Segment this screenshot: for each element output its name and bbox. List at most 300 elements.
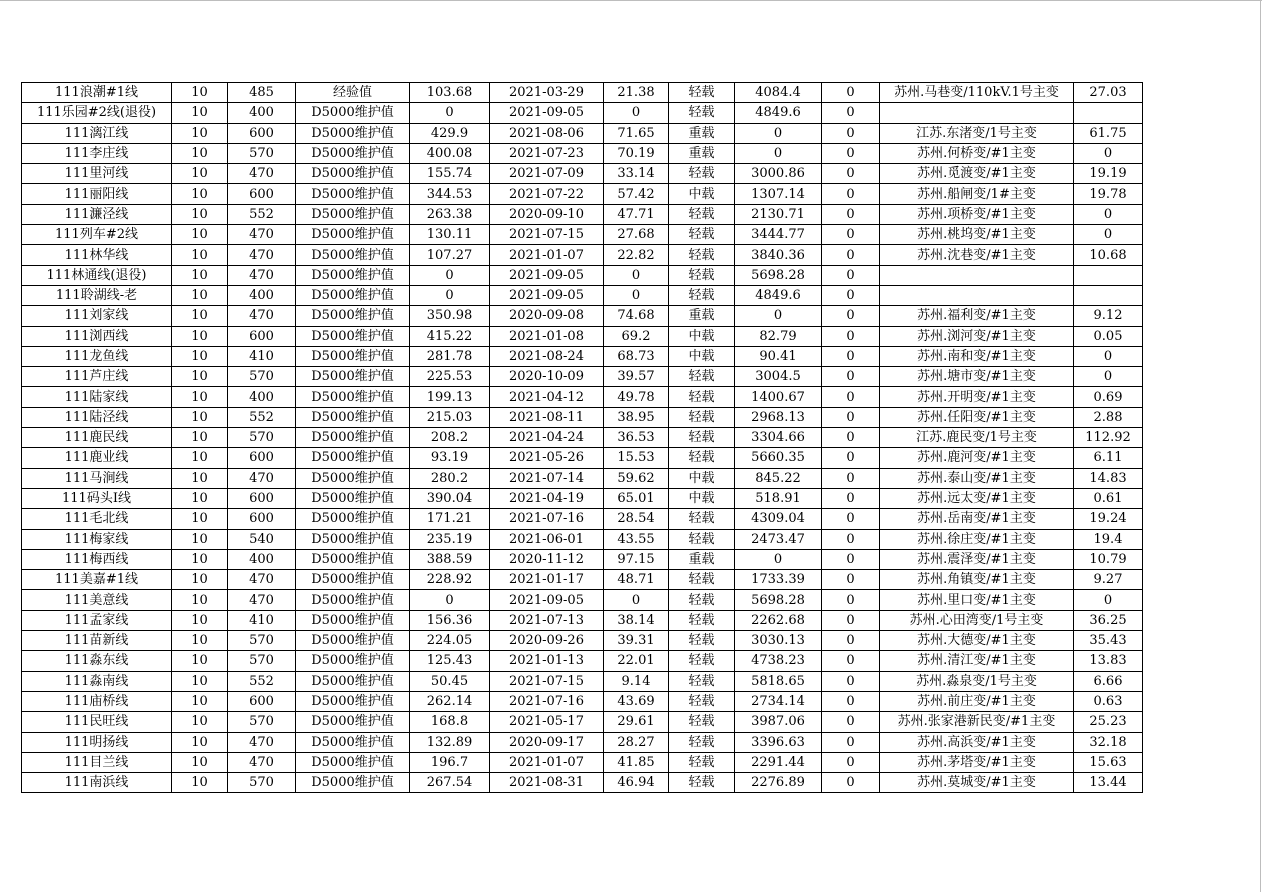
cell-line-name: 111濂泾线 — [22, 204, 172, 224]
table-row — [22, 529, 1143, 549]
cell-transformer: 苏州.开明变/#1主变 — [880, 387, 1074, 407]
cell-line-name: 111美嘉#1线 — [22, 570, 172, 590]
cell-transformer-value: 19.4 — [1074, 529, 1143, 549]
cell-margin: 4309.04 — [735, 509, 822, 529]
cell-voltage: 10 — [172, 691, 228, 711]
cell-load-status: 重载 — [669, 143, 735, 163]
cell-line-name: 111苗新线 — [22, 631, 172, 651]
cell-load-status: 中载 — [669, 184, 735, 204]
cell-load-status: 轻载 — [669, 387, 735, 407]
cell-rated-current: 410 — [228, 610, 296, 630]
cell-load-rate: 59.62 — [604, 468, 669, 488]
cell-transformer-value: 61.75 — [1074, 123, 1143, 143]
table-row — [22, 407, 1143, 427]
table-row — [22, 468, 1143, 488]
cell-voltage: 10 — [172, 773, 228, 793]
cell-value-source: 经验值 — [296, 83, 410, 103]
cell-col-zero: 0 — [822, 651, 880, 671]
cell-max-current: 215.03 — [410, 407, 490, 427]
cell-date: 2020-09-26 — [490, 631, 604, 651]
cell-voltage: 10 — [172, 468, 228, 488]
cell-line-name: 111民旺线 — [22, 712, 172, 732]
cell-value-source: D5000维护值 — [296, 346, 410, 366]
cell-date: 2020-09-10 — [490, 204, 604, 224]
cell-transformer: 苏州.远太变/#1主变 — [880, 488, 1074, 508]
cell-date: 2021-05-26 — [490, 448, 604, 468]
cell-transformer: 苏州.项桥变/#1主变 — [880, 204, 1074, 224]
cell-date: 2021-08-06 — [490, 123, 604, 143]
cell-margin: 2968.13 — [735, 407, 822, 427]
cell-date: 2021-04-12 — [490, 387, 604, 407]
cell-voltage: 10 — [172, 651, 228, 671]
cell-margin: 0 — [735, 306, 822, 326]
cell-voltage: 10 — [172, 143, 228, 163]
table-row — [22, 123, 1143, 143]
cell-line-name: 111庙桥线 — [22, 691, 172, 711]
cell-transformer-value: 13.83 — [1074, 651, 1143, 671]
cell-voltage: 10 — [172, 387, 228, 407]
cell-rated-current: 600 — [228, 448, 296, 468]
cell-load-rate: 71.65 — [604, 123, 669, 143]
cell-date: 2021-07-09 — [490, 164, 604, 184]
cell-value-source: D5000维护值 — [296, 164, 410, 184]
cell-load-status: 轻载 — [669, 428, 735, 448]
table-row — [22, 204, 1143, 224]
cell-margin: 3304.66 — [735, 428, 822, 448]
cell-voltage: 10 — [172, 752, 228, 772]
cell-line-name: 111梅西线 — [22, 549, 172, 569]
cell-col-zero: 0 — [822, 773, 880, 793]
cell-col-zero: 0 — [822, 691, 880, 711]
cell-transformer-value: 0 — [1074, 346, 1143, 366]
table-row — [22, 590, 1143, 610]
cell-value-source: D5000维护值 — [296, 651, 410, 671]
cell-rated-current: 600 — [228, 184, 296, 204]
table-row — [22, 83, 1143, 103]
cell-load-status: 轻载 — [669, 103, 735, 123]
cell-margin: 1733.39 — [735, 570, 822, 590]
cell-load-rate: 22.82 — [604, 245, 669, 265]
cell-max-current: 130.11 — [410, 225, 490, 245]
cell-rated-current: 400 — [228, 103, 296, 123]
cell-max-current: 50.45 — [410, 671, 490, 691]
cell-col-zero: 0 — [822, 671, 880, 691]
cell-voltage: 10 — [172, 671, 228, 691]
cell-load-status: 轻载 — [669, 691, 735, 711]
cell-margin: 90.41 — [735, 346, 822, 366]
cell-transformer: 苏州.沈巷变/#1主变 — [880, 245, 1074, 265]
table-row — [22, 346, 1143, 366]
cell-max-current: 263.38 — [410, 204, 490, 224]
cell-date: 2021-07-16 — [490, 509, 604, 529]
cell-margin: 5818.65 — [735, 671, 822, 691]
cell-voltage: 10 — [172, 590, 228, 610]
cell-transformer-value: 0.05 — [1074, 326, 1143, 346]
cell-load-rate: 43.69 — [604, 691, 669, 711]
cell-max-current: 103.68 — [410, 83, 490, 103]
cell-date: 2021-09-05 — [490, 265, 604, 285]
cell-transformer-value: 19.19 — [1074, 164, 1143, 184]
cell-line-name: 111淼南线 — [22, 671, 172, 691]
cell-max-current: 228.92 — [410, 570, 490, 590]
cell-rated-current: 470 — [228, 570, 296, 590]
cell-load-rate: 0 — [604, 265, 669, 285]
cell-rated-current: 570 — [228, 143, 296, 163]
cell-value-source: D5000维护值 — [296, 225, 410, 245]
cell-margin: 2291.44 — [735, 752, 822, 772]
cell-load-rate: 21.38 — [604, 83, 669, 103]
cell-rated-current: 570 — [228, 367, 296, 387]
cell-margin: 3444.77 — [735, 225, 822, 245]
cell-max-current: 0 — [410, 265, 490, 285]
cell-transformer — [880, 265, 1074, 285]
cell-value-source: D5000维护值 — [296, 570, 410, 590]
cell-transformer-value: 36.25 — [1074, 610, 1143, 630]
cell-line-name: 111梅家线 — [22, 529, 172, 549]
cell-margin: 4849.6 — [735, 103, 822, 123]
cell-max-current: 262.14 — [410, 691, 490, 711]
cell-col-zero: 0 — [822, 265, 880, 285]
cell-value-source: D5000维护值 — [296, 326, 410, 346]
cell-margin: 845.22 — [735, 468, 822, 488]
table-row — [22, 610, 1143, 630]
cell-transformer-value — [1074, 265, 1143, 285]
cell-max-current: 156.36 — [410, 610, 490, 630]
cell-rated-current: 600 — [228, 509, 296, 529]
cell-load-rate: 49.78 — [604, 387, 669, 407]
cell-transformer: 苏州.淼泉变/1号主变 — [880, 671, 1074, 691]
cell-load-rate: 43.55 — [604, 529, 669, 549]
cell-load-rate: 97.15 — [604, 549, 669, 569]
cell-voltage: 10 — [172, 570, 228, 590]
cell-load-rate: 28.54 — [604, 509, 669, 529]
cell-load-rate: 38.14 — [604, 610, 669, 630]
cell-col-zero: 0 — [822, 529, 880, 549]
cell-margin: 5698.28 — [735, 590, 822, 610]
cell-line-name: 111马涧线 — [22, 468, 172, 488]
cell-value-source: D5000维护值 — [296, 184, 410, 204]
cell-voltage: 10 — [172, 509, 228, 529]
cell-line-name: 111里河线 — [22, 164, 172, 184]
cell-margin: 4738.23 — [735, 651, 822, 671]
cell-line-name: 111刘家线 — [22, 306, 172, 326]
cell-transformer: 苏州.徐庄变/#1主变 — [880, 529, 1074, 549]
cell-load-rate: 36.53 — [604, 428, 669, 448]
cell-load-rate: 39.31 — [604, 631, 669, 651]
cell-max-current: 429.9 — [410, 123, 490, 143]
cell-load-status: 中载 — [669, 326, 735, 346]
cell-load-rate: 69.2 — [604, 326, 669, 346]
cell-rated-current: 470 — [228, 245, 296, 265]
cell-transformer: 苏州.清江变/#1主变 — [880, 651, 1074, 671]
cell-load-rate: 28.27 — [604, 732, 669, 752]
cell-voltage: 10 — [172, 448, 228, 468]
cell-col-zero: 0 — [822, 570, 880, 590]
cell-voltage: 10 — [172, 367, 228, 387]
cell-load-rate: 46.94 — [604, 773, 669, 793]
cell-load-status: 重载 — [669, 549, 735, 569]
cell-margin: 2276.89 — [735, 773, 822, 793]
cell-transformer: 苏州.桃坞变/#1主变 — [880, 225, 1074, 245]
cell-margin: 5660.35 — [735, 448, 822, 468]
cell-col-zero: 0 — [822, 346, 880, 366]
cell-rated-current: 600 — [228, 326, 296, 346]
cell-max-current: 415.22 — [410, 326, 490, 346]
cell-rated-current: 470 — [228, 306, 296, 326]
cell-voltage: 10 — [172, 164, 228, 184]
cell-load-status: 重载 — [669, 123, 735, 143]
cell-max-current: 196.7 — [410, 752, 490, 772]
cell-date: 2021-09-05 — [490, 285, 604, 305]
cell-transformer-value: 0.69 — [1074, 387, 1143, 407]
cell-load-rate: 48.71 — [604, 570, 669, 590]
cell-transformer-value: 9.27 — [1074, 570, 1143, 590]
cell-transformer-value: 0 — [1074, 204, 1143, 224]
cell-load-rate: 68.73 — [604, 346, 669, 366]
table-row — [22, 631, 1143, 651]
cell-load-status: 轻载 — [669, 509, 735, 529]
table-row — [22, 428, 1143, 448]
cell-rated-current: 600 — [228, 488, 296, 508]
cell-transformer-value: 0.63 — [1074, 691, 1143, 711]
cell-value-source: D5000维护值 — [296, 143, 410, 163]
cell-date: 2021-08-24 — [490, 346, 604, 366]
cell-voltage: 10 — [172, 407, 228, 427]
cell-col-zero: 0 — [822, 306, 880, 326]
cell-line-name: 111孟家线 — [22, 610, 172, 630]
cell-load-rate: 47.71 — [604, 204, 669, 224]
cell-date: 2021-07-16 — [490, 691, 604, 711]
cell-line-name: 111鹿民线 — [22, 428, 172, 448]
cell-col-zero: 0 — [822, 610, 880, 630]
cell-max-current: 125.43 — [410, 651, 490, 671]
cell-rated-current: 470 — [228, 225, 296, 245]
cell-load-rate: 41.85 — [604, 752, 669, 772]
cell-transformer-value: 19.78 — [1074, 184, 1143, 204]
cell-col-zero: 0 — [822, 488, 880, 508]
table-row — [22, 691, 1143, 711]
cell-transformer: 苏州.茅塔变/#1主变 — [880, 752, 1074, 772]
cell-value-source: D5000维护值 — [296, 428, 410, 448]
cell-max-current: 132.89 — [410, 732, 490, 752]
cell-max-current: 400.08 — [410, 143, 490, 163]
cell-load-status: 轻载 — [669, 590, 735, 610]
cell-transformer — [880, 285, 1074, 305]
cell-load-status: 轻载 — [669, 245, 735, 265]
cell-load-rate: 33.14 — [604, 164, 669, 184]
cell-line-name: 111陆家线 — [22, 387, 172, 407]
cell-margin: 3000.86 — [735, 164, 822, 184]
table-row — [22, 570, 1143, 590]
cell-value-source: D5000维护值 — [296, 265, 410, 285]
cell-line-name: 111陆泾线 — [22, 407, 172, 427]
cell-transformer: 江苏.东渚变/1号主变 — [880, 123, 1074, 143]
cell-transformer-value — [1074, 285, 1143, 305]
cell-line-name: 111目兰线 — [22, 752, 172, 772]
cell-margin: 4849.6 — [735, 285, 822, 305]
cell-col-zero: 0 — [822, 752, 880, 772]
cell-load-status: 轻载 — [669, 651, 735, 671]
cell-rated-current: 400 — [228, 549, 296, 569]
cell-line-name: 111龙鱼线 — [22, 346, 172, 366]
cell-date: 2021-08-11 — [490, 407, 604, 427]
cell-col-zero: 0 — [822, 590, 880, 610]
cell-transformer: 苏州.里口变/#1主变 — [880, 590, 1074, 610]
table-row — [22, 488, 1143, 508]
cell-voltage: 10 — [172, 732, 228, 752]
table-row — [22, 651, 1143, 671]
cell-value-source: D5000维护值 — [296, 245, 410, 265]
cell-value-source: D5000维护值 — [296, 549, 410, 569]
cell-transformer-value: 0 — [1074, 225, 1143, 245]
cell-transformer: 苏州.张家港新民变/#1主变 — [880, 712, 1074, 732]
cell-rated-current: 470 — [228, 752, 296, 772]
cell-date: 2020-11-12 — [490, 549, 604, 569]
cell-date: 2021-07-22 — [490, 184, 604, 204]
cell-voltage: 10 — [172, 225, 228, 245]
cell-voltage: 10 — [172, 123, 228, 143]
cell-load-status: 轻载 — [669, 529, 735, 549]
cell-transformer-value: 10.68 — [1074, 245, 1143, 265]
cell-date: 2021-03-29 — [490, 83, 604, 103]
cell-load-rate: 22.01 — [604, 651, 669, 671]
cell-rated-current: 470 — [228, 732, 296, 752]
cell-value-source: D5000维护值 — [296, 204, 410, 224]
cell-load-rate: 57.42 — [604, 184, 669, 204]
cell-col-zero: 0 — [822, 448, 880, 468]
cell-max-current: 267.54 — [410, 773, 490, 793]
cell-date: 2020-09-08 — [490, 306, 604, 326]
cell-col-zero: 0 — [822, 123, 880, 143]
cell-margin: 1400.67 — [735, 387, 822, 407]
cell-max-current: 344.53 — [410, 184, 490, 204]
cell-voltage: 10 — [172, 549, 228, 569]
cell-transformer: 苏州.南和变/#1主变 — [880, 346, 1074, 366]
table-row — [22, 225, 1143, 245]
cell-max-current: 0 — [410, 103, 490, 123]
cell-margin: 0 — [735, 123, 822, 143]
cell-voltage: 10 — [172, 631, 228, 651]
cell-value-source: D5000维护值 — [296, 691, 410, 711]
cell-voltage: 10 — [172, 245, 228, 265]
cell-col-zero: 0 — [822, 83, 880, 103]
cell-transformer: 苏州.心田湾变/1号主变 — [880, 610, 1074, 630]
cell-rated-current: 400 — [228, 387, 296, 407]
cell-date: 2020-10-09 — [490, 367, 604, 387]
cell-value-source: D5000维护值 — [296, 529, 410, 549]
cell-date: 2021-01-07 — [490, 245, 604, 265]
cell-date: 2021-06-01 — [490, 529, 604, 549]
table-row — [22, 367, 1143, 387]
cell-load-rate: 15.53 — [604, 448, 669, 468]
cell-transformer-value: 6.66 — [1074, 671, 1143, 691]
table-row — [22, 549, 1143, 569]
cell-date: 2020-09-17 — [490, 732, 604, 752]
cell-col-zero: 0 — [822, 509, 880, 529]
cell-transformer-value: 6.11 — [1074, 448, 1143, 468]
cell-value-source: D5000维护值 — [296, 631, 410, 651]
cell-value-source: D5000维护值 — [296, 285, 410, 305]
table-row — [22, 752, 1143, 772]
cell-col-zero: 0 — [822, 225, 880, 245]
cell-transformer: 苏州.大德变/#1主变 — [880, 631, 1074, 651]
cell-max-current: 281.78 — [410, 346, 490, 366]
cell-voltage: 10 — [172, 285, 228, 305]
cell-voltage: 10 — [172, 529, 228, 549]
cell-transformer: 苏州.任阳变/#1主变 — [880, 407, 1074, 427]
table-row — [22, 285, 1143, 305]
cell-col-zero: 0 — [822, 245, 880, 265]
cell-load-rate: 9.14 — [604, 671, 669, 691]
cell-line-name: 111南浜线 — [22, 773, 172, 793]
cell-value-source: D5000维护值 — [296, 367, 410, 387]
cell-value-source: D5000维护值 — [296, 712, 410, 732]
cell-transformer: 苏州.泰山变/#1主变 — [880, 468, 1074, 488]
table-row — [22, 712, 1143, 732]
cell-transformer-value: 13.44 — [1074, 773, 1143, 793]
cell-rated-current: 410 — [228, 346, 296, 366]
cell-load-rate: 29.61 — [604, 712, 669, 732]
cell-date: 2021-04-24 — [490, 428, 604, 448]
cell-rated-current: 552 — [228, 407, 296, 427]
cell-line-name: 111浪潮#1线 — [22, 83, 172, 103]
cell-transformer: 苏州.震泽变/#1主变 — [880, 549, 1074, 569]
cell-margin: 2473.47 — [735, 529, 822, 549]
cell-rated-current: 570 — [228, 712, 296, 732]
cell-transformer-value: 0 — [1074, 143, 1143, 163]
cell-line-name: 111码头I线 — [22, 488, 172, 508]
cell-max-current: 225.53 — [410, 367, 490, 387]
cell-max-current: 0 — [410, 590, 490, 610]
cell-max-current: 390.04 — [410, 488, 490, 508]
cell-value-source: D5000维护值 — [296, 509, 410, 529]
cell-max-current: 168.8 — [410, 712, 490, 732]
cell-date: 2021-01-13 — [490, 651, 604, 671]
cell-transformer: 苏州.船闸变/1#主变 — [880, 184, 1074, 204]
cell-load-status: 轻载 — [669, 204, 735, 224]
cell-load-status: 轻载 — [669, 448, 735, 468]
cell-line-name: 111淼东线 — [22, 651, 172, 671]
cell-date: 2021-07-15 — [490, 225, 604, 245]
cell-value-source: D5000维护值 — [296, 468, 410, 488]
cell-load-status: 中载 — [669, 488, 735, 508]
cell-transformer-value: 35.43 — [1074, 631, 1143, 651]
cell-transformer-value: 10.79 — [1074, 549, 1143, 569]
table-row — [22, 509, 1143, 529]
cell-load-status: 中载 — [669, 346, 735, 366]
cell-col-zero: 0 — [822, 204, 880, 224]
cell-line-name: 111浏西线 — [22, 326, 172, 346]
table-row — [22, 103, 1143, 123]
cell-line-name: 111丽阳线 — [22, 184, 172, 204]
cell-date: 2021-07-15 — [490, 671, 604, 691]
cell-col-zero: 0 — [822, 549, 880, 569]
cell-margin: 2130.71 — [735, 204, 822, 224]
cell-load-rate: 0 — [604, 285, 669, 305]
cell-voltage: 10 — [172, 712, 228, 732]
cell-max-current: 171.21 — [410, 509, 490, 529]
cell-rated-current: 470 — [228, 265, 296, 285]
cell-transformer-value: 25.23 — [1074, 712, 1143, 732]
cell-rated-current: 570 — [228, 773, 296, 793]
cell-load-rate: 39.57 — [604, 367, 669, 387]
cell-transformer-value: 0 — [1074, 590, 1143, 610]
cell-rated-current: 600 — [228, 691, 296, 711]
cell-date: 2021-07-23 — [490, 143, 604, 163]
cell-value-source: D5000维护值 — [296, 773, 410, 793]
table-body — [22, 83, 1143, 793]
cell-col-zero: 0 — [822, 631, 880, 651]
